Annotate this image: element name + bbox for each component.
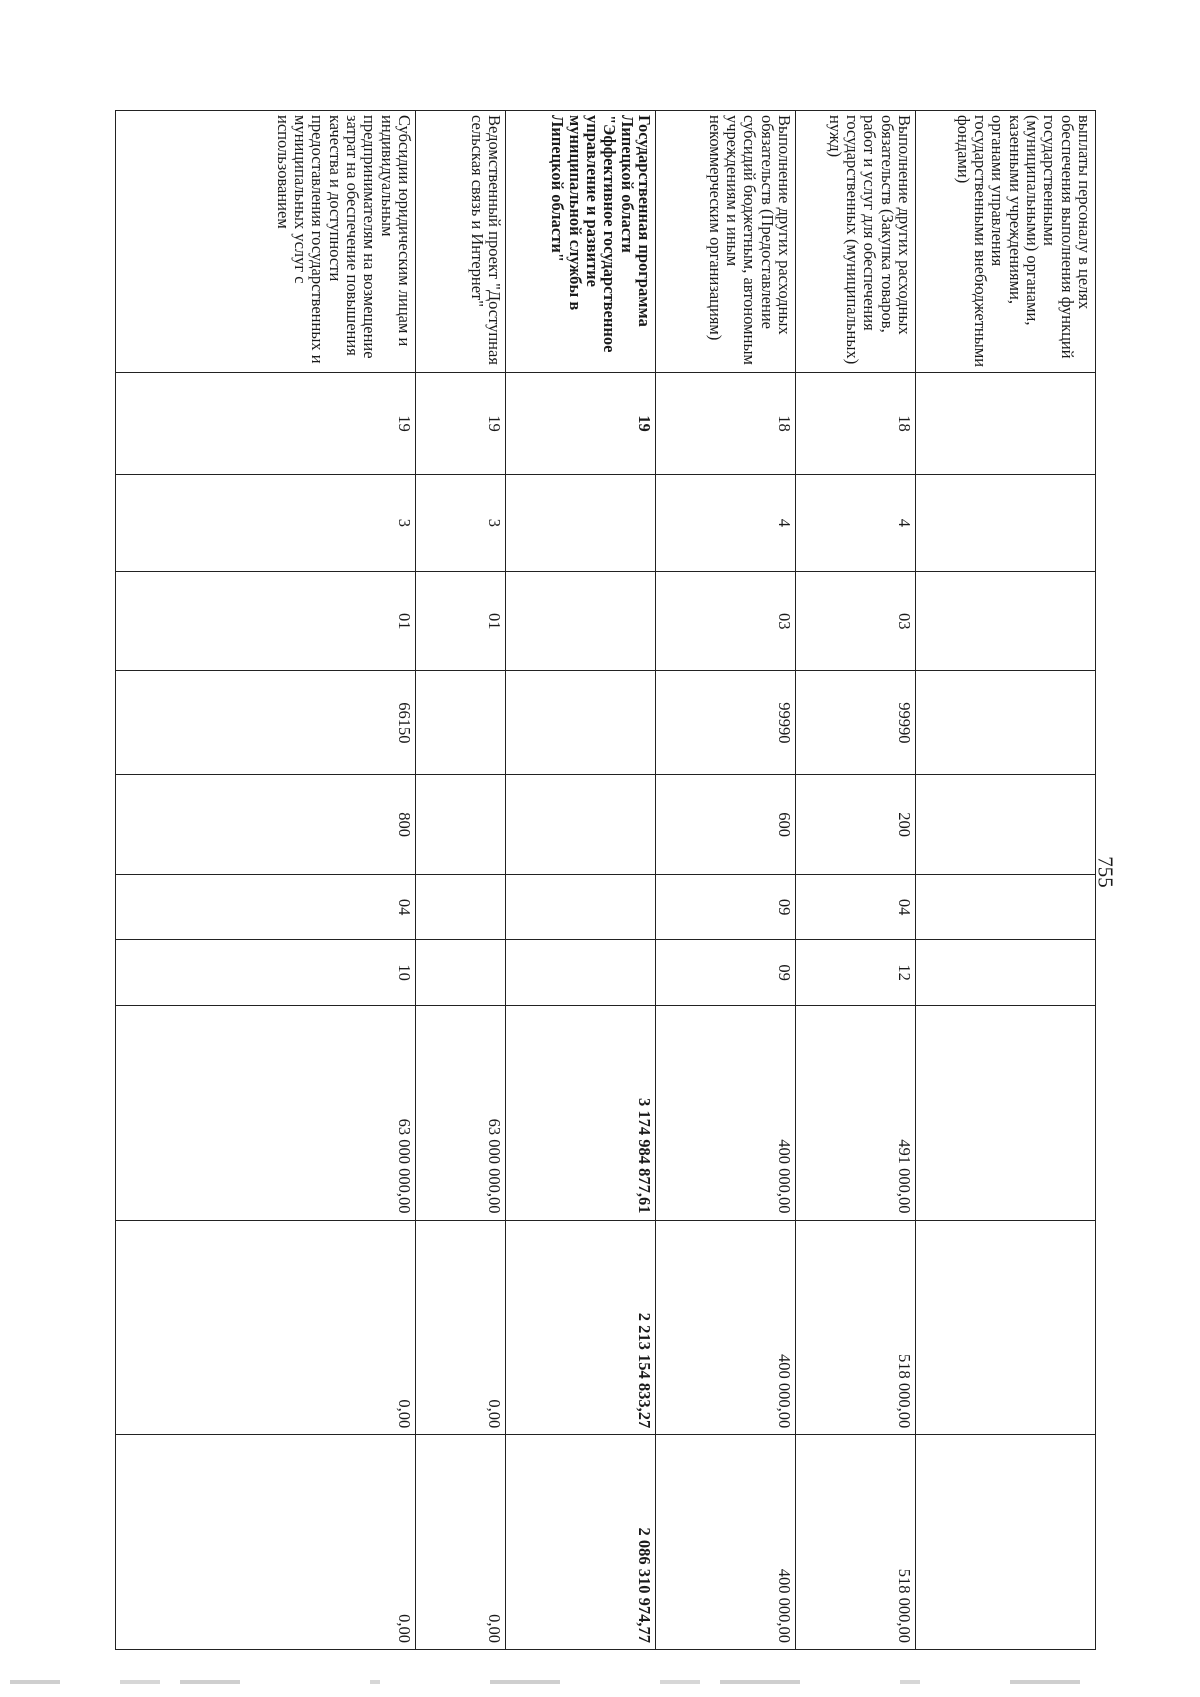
rz-cell: 04 [116, 874, 416, 940]
sum-2023-cell [916, 1220, 1096, 1435]
os-cell: 01 [416, 572, 506, 671]
page-number: 755 [1093, 856, 1118, 888]
vr-cell: 600 [656, 775, 796, 874]
gr-cell: 19 [506, 373, 656, 475]
sum-2022-cell: 3 174 984 877,61 [506, 1005, 656, 1220]
vr-cell: 200 [796, 775, 916, 874]
gr-cell: 19 [116, 373, 416, 475]
sum-2023-cell: 0,00 [116, 1220, 416, 1435]
vr-cell [506, 775, 656, 874]
pr-cell [416, 940, 506, 1006]
pp-cell: 3 [416, 474, 506, 571]
sum-2023-cell: 518 000,00 [796, 1220, 916, 1435]
sum-2024-cell: 0,00 [416, 1435, 506, 1650]
scan-footer-marks [0, 1680, 1200, 1684]
row-name-cell: Ведомственный проект "Доступная сельская связь и Интернет" [416, 111, 506, 373]
rz-cell: 04 [796, 874, 916, 940]
table-row [416, 111, 506, 1650]
row-name-cell: Субсидии юридическим лицам и индивидуальным предпринимателям на возмещение затрат на обеспечение повышения качества и доступности предоставления государственных и муниципальных услуг с использованием [116, 111, 416, 373]
gr-cell: 19 [416, 373, 506, 475]
rz-cell [416, 874, 506, 940]
os-cell [506, 572, 656, 671]
sum-2024-cell: 2 086 310 974,77 [506, 1435, 656, 1650]
sum-2022-cell: 491 000,00 [796, 1005, 916, 1220]
pp-cell: 4 [656, 474, 796, 571]
os-cell: 01 [116, 572, 416, 671]
napr-cell: 99990 [656, 671, 796, 775]
pp-cell: 4 [796, 474, 916, 571]
napr-cell: 99990 [796, 671, 916, 775]
rz-cell [916, 874, 1096, 940]
row-name-cell: Выполнение других расходных обязательств (Предоставление субсидий бюджетным, автономным учреждениям и иным некоммерческим организациям) [656, 111, 796, 373]
sum-2022-cell: 63 000 000,00 [416, 1005, 506, 1220]
napr-cell: 66150 [116, 671, 416, 775]
rz-cell [506, 874, 656, 940]
vr-cell [416, 775, 506, 874]
os-cell: 03 [796, 572, 916, 671]
sum-2024-cell: 400 000,00 [656, 1435, 796, 1650]
budget-table [115, 110, 1096, 1650]
pr-cell: 09 [656, 940, 796, 1006]
pr-cell [506, 940, 656, 1006]
napr-cell [506, 671, 656, 775]
pp-cell [916, 474, 1096, 571]
table-row [116, 111, 416, 1650]
napr-cell [416, 671, 506, 775]
sum-2023-cell: 0,00 [416, 1220, 506, 1435]
sum-2022-cell [916, 1005, 1096, 1220]
vr-cell: 800 [116, 775, 416, 874]
sum-2022-cell: 400 000,00 [656, 1005, 796, 1220]
rz-cell: 09 [656, 874, 796, 940]
row-name-cell: Государственная программа Липецкой области "Эффективное государственное управление и развитие муниципальной службы в Липецкой области" [506, 111, 656, 373]
gr-cell: 18 [796, 373, 916, 475]
pr-cell [916, 940, 1096, 1006]
table-row [796, 111, 916, 1650]
sum-2022-cell: 63 000 000,00 [116, 1005, 416, 1220]
gr-cell: 18 [656, 373, 796, 475]
pr-cell: 10 [116, 940, 416, 1006]
row-name-cell: выплаты персоналу в целях обеспечения выполнения функций государственными (муниципальными) органами, казенными учреждениями, органами управления государственными внебюджетными фондами) [916, 111, 1096, 373]
sum-2024-cell [916, 1435, 1096, 1650]
sum-2023-cell: 2 213 154 833,27 [506, 1220, 656, 1435]
pp-cell: 3 [116, 474, 416, 571]
table-row [916, 111, 1096, 1650]
os-cell [916, 572, 1096, 671]
pr-cell: 12 [796, 940, 916, 1006]
napr-cell [916, 671, 1096, 775]
sum-2024-cell: 0,00 [116, 1435, 416, 1650]
row-name-cell: Выполнение других расходных обязательств (Закупка товаров, работ и услуг для обеспечения государственных (муниципальных) нужд) [796, 111, 916, 373]
gr-cell [916, 373, 1096, 475]
os-cell: 03 [656, 572, 796, 671]
vr-cell [916, 775, 1096, 874]
table-row [656, 111, 796, 1650]
table-row [506, 111, 656, 1650]
table-body [116, 111, 1096, 1650]
rotated-table-wrapper [116, 110, 1096, 1650]
sum-2024-cell: 518 000,00 [796, 1435, 916, 1650]
sum-2023-cell: 400 000,00 [656, 1220, 796, 1435]
pp-cell [506, 474, 656, 571]
